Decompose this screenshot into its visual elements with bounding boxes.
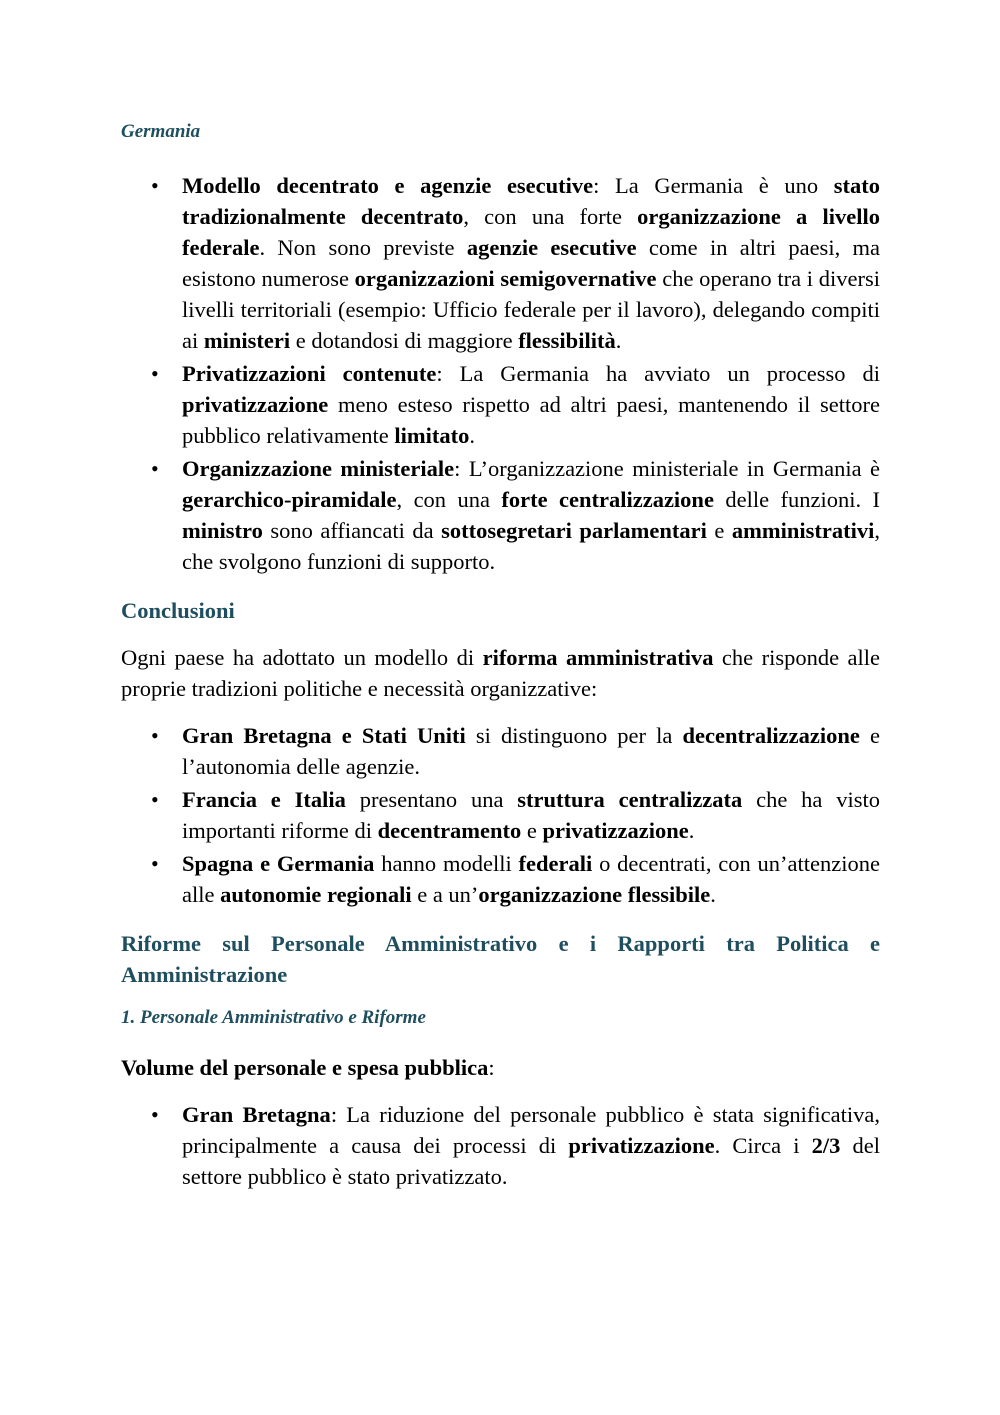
bold-text: Spagna e Germania xyxy=(182,851,375,876)
bullet-icon: • xyxy=(151,361,159,386)
text-run: . xyxy=(615,328,622,353)
text-run: . xyxy=(688,818,695,843)
bold-text: Francia e Italia xyxy=(182,787,346,812)
list-item-text xyxy=(182,1102,880,1189)
bold-text: Organizzazione ministeriale xyxy=(182,456,455,481)
text-run: . Circa i xyxy=(714,1133,812,1158)
bold-text: agenzie esecutive xyxy=(466,235,637,260)
page-content xyxy=(121,118,880,1194)
list-item-text xyxy=(182,851,880,907)
bold-text: Gran Bretagna xyxy=(182,1102,331,1127)
text-run: . xyxy=(710,882,716,907)
bullet-icon: • xyxy=(151,723,159,748)
text-run: : La Germania ha avviato un processo di xyxy=(436,361,880,386)
bullet-icon: • xyxy=(151,456,159,481)
list-item xyxy=(121,1099,880,1192)
text-run: e xyxy=(706,518,732,543)
bold-text: decentralizzazione xyxy=(682,723,860,748)
bullet-icon: • xyxy=(151,851,159,876)
text-run: meno esteso rispetto ad altri paesi, mantenendo il settore pubblico relativamente xyxy=(182,392,880,448)
bold-text: 2/3 xyxy=(811,1133,841,1158)
conclusioni-bullet-list xyxy=(121,720,880,910)
text-run: : L’organizzazione ministeriale in Germania è xyxy=(454,456,880,481)
text-run: del settore pubblico è stato privatizzato. xyxy=(182,1133,880,1189)
list-item xyxy=(121,358,880,451)
bold-text: gerarchico-piramidale xyxy=(182,487,397,512)
text-run: e xyxy=(521,818,543,843)
text-run: Ogni paese ha adottato un modello di xyxy=(121,645,483,670)
bold-text: ministeri xyxy=(203,328,291,353)
section-heading-conclusioni: Conclusioni xyxy=(121,598,235,623)
bold-text: ministro xyxy=(182,518,263,543)
bold-text: Modello decentrato e agenzie esecutive xyxy=(182,173,594,198)
bold-text: Privatizzazioni contenute xyxy=(182,361,437,386)
text-run: . xyxy=(469,423,476,448)
volume-label-paragraph xyxy=(121,1052,880,1083)
text-run: . Non sono previste xyxy=(259,235,467,260)
text-run: : La Germania è uno xyxy=(593,173,834,198)
text-run: che risponde alle proprie tradizioni politiche e necessità organizzative: xyxy=(121,645,881,701)
list-item xyxy=(121,453,880,577)
text-run: si distinguono per la xyxy=(465,723,683,748)
riforme-bullet-list xyxy=(121,1099,880,1192)
text-run: , che svolgono funzioni di supporto. xyxy=(182,518,880,574)
text-run: che operano tra i diversi livelli territoriali (esempio: Ufficio federale per il lavoro), delegando compiti ai xyxy=(182,266,880,353)
bold-text: forte centralizzazione xyxy=(501,487,714,512)
bullet-icon: • xyxy=(151,787,159,812)
bold-text: organizzazioni semigovernative xyxy=(354,266,657,291)
text-run: : xyxy=(488,1055,495,1080)
bold-text: decentramento xyxy=(377,818,522,843)
bold-text: stato tradizionalmente decentrato xyxy=(182,173,880,229)
text-run: presentano una xyxy=(345,787,518,812)
bullet-icon: • xyxy=(151,173,159,198)
list-item-text xyxy=(182,723,880,779)
list-item xyxy=(121,784,880,846)
conclusioni-intro-paragraph xyxy=(121,642,880,704)
bold-text: privatizzazione xyxy=(182,392,329,417)
bullet-icon: • xyxy=(151,1102,159,1127)
text-run: delle funzioni. I xyxy=(713,487,881,512)
text-run: e l’autonomia delle agenzie. xyxy=(182,723,880,779)
list-item-text xyxy=(182,787,880,843)
list-item-text xyxy=(182,173,880,353)
text-run: e a un’ xyxy=(411,882,479,907)
bold-text: autonomie regionali xyxy=(220,882,412,907)
text-run: sono affiancati da xyxy=(262,518,442,543)
text-run: , con una forte xyxy=(463,204,638,229)
text-run: che ha visto importanti riforme di xyxy=(182,787,880,843)
section-heading-germania: Germania xyxy=(121,121,201,142)
text-run: come in altri paesi, ma esistono numerose xyxy=(182,235,880,291)
bold-text: privatizzazione xyxy=(568,1133,715,1158)
list-item xyxy=(121,720,880,782)
germania-bullet-list xyxy=(121,170,880,577)
list-item-text xyxy=(182,456,880,574)
bold-text: federali xyxy=(518,851,593,876)
bold-text: Volume del personale e spesa pubblica xyxy=(121,1055,489,1080)
bold-text: organizzazione a livello federale xyxy=(182,204,880,260)
section-heading-riforme: Riforme sul Personale Amministrativo e i Rapporti tra Politica e Amministrazione xyxy=(121,931,880,987)
text-run: : La riduzione del personale pubblico è stata significativa, principalmente a causa dei processi di xyxy=(182,1102,880,1158)
bold-text: amministrativi xyxy=(731,518,875,543)
list-item-text xyxy=(182,361,880,448)
subsection-heading-personale: 1. Personale Amministrativo e Riforme xyxy=(121,1007,426,1028)
bold-text: limitato xyxy=(394,423,470,448)
bold-text: organizzazione flessibile xyxy=(478,882,711,907)
text-run: hanno modelli xyxy=(374,851,519,876)
bold-text: struttura centralizzata xyxy=(517,787,743,812)
list-item xyxy=(121,848,880,910)
text-run: e dotandosi di maggiore xyxy=(290,328,519,353)
text-run: o decentrati, con un’attenzione alle xyxy=(182,851,880,907)
bold-text: flessibilità xyxy=(518,328,616,353)
list-item xyxy=(121,170,880,356)
bold-text: sottosegretari parlamentari xyxy=(441,518,707,543)
bold-text: Gran Bretagna e Stati Uniti xyxy=(182,723,466,748)
bold-text: riforma amministrativa xyxy=(482,645,714,670)
text-run: , con una xyxy=(396,487,502,512)
bold-text: privatizzazione xyxy=(542,818,689,843)
